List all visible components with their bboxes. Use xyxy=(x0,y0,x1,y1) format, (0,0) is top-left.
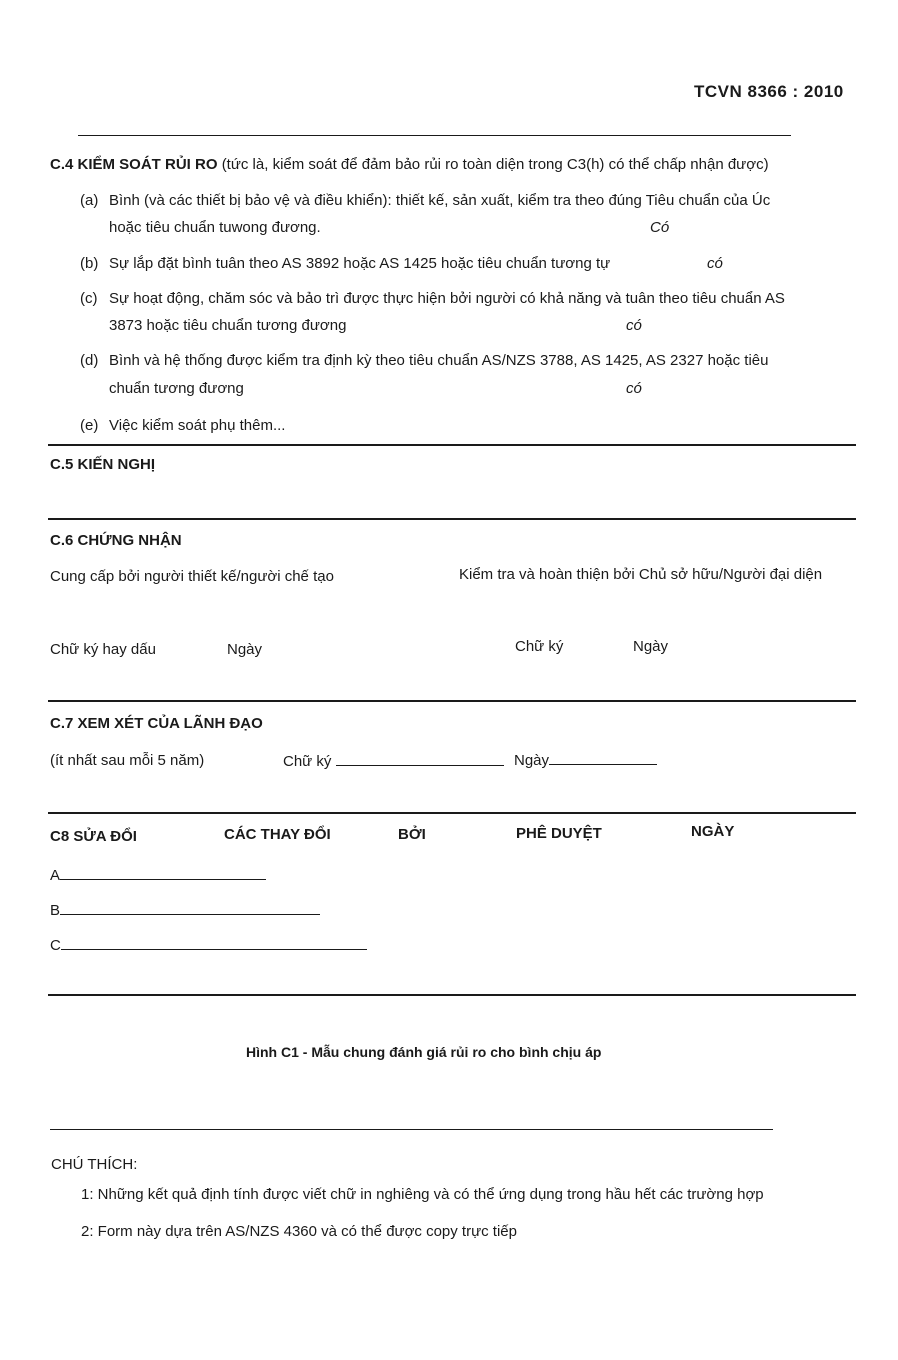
c7-date-blank[interactable] xyxy=(549,750,657,765)
c8-row-b-blank[interactable] xyxy=(60,900,320,915)
c8-row-a xyxy=(50,865,266,884)
c4-item-e-text: Việc kiểm soát phụ thêm... xyxy=(109,417,286,434)
c4-item-d-label: (d) xyxy=(80,352,99,369)
c8-row-a-label: A xyxy=(50,867,61,884)
c7-date-label: Ngày xyxy=(514,752,550,769)
c8-row-c xyxy=(50,935,367,954)
c7-heading: C.7 XEM XÉT CỦA LÃNH ĐẠO xyxy=(50,715,263,732)
c7-signature-field xyxy=(283,751,504,770)
c4-heading-line xyxy=(50,156,769,173)
c8-col-approved: PHÊ DUYỆT xyxy=(516,825,602,842)
c6-left-caption: Cung cấp bởi người thiết kế/người chế tạo xyxy=(50,568,334,585)
c4-item-d-text: Bình và hệ thống được kiểm tra định kỳ theo tiêu chuẩn AS/NZS 3788, AS 1425, AS 2327 hoặc tiêu xyxy=(109,352,769,369)
section-rule-c8 xyxy=(48,812,856,814)
c4-item-c-label: (c) xyxy=(80,290,98,307)
c4-item-a-label: (a) xyxy=(80,192,99,209)
c4-item-b-label: (b) xyxy=(80,255,99,272)
top-rule xyxy=(78,135,791,136)
c8-col-changes: CÁC THAY ĐỔI xyxy=(224,826,331,843)
c4-item-a-text-cont: hoặc tiêu chuẩn tuwong đương. xyxy=(109,219,321,236)
c8-row-b-label: B xyxy=(50,902,61,919)
c6-left-date-label: Ngày xyxy=(227,641,263,658)
c7-note: (ít nhất sau mỗi 5 năm) xyxy=(50,752,205,769)
c8-col-amendment: C8 SỬA ĐỔI xyxy=(50,828,137,845)
c4-item-d-answer: có xyxy=(626,380,642,397)
section-rule-c5 xyxy=(48,444,856,446)
c8-col-date: NGÀY xyxy=(691,823,735,840)
notes-rule xyxy=(50,1129,773,1130)
c5-heading: C.5 KIẾN NGHỊ xyxy=(50,456,156,473)
c8-row-a-blank[interactable] xyxy=(60,865,266,880)
c6-right-caption: Kiểm tra và hoàn thiện bởi Chủ sở hữu/Người đại diện xyxy=(459,566,823,583)
section-rule-c7 xyxy=(48,700,856,702)
c4-item-b-answer: có xyxy=(707,255,723,272)
c4-item-d-text-cont: chuẩn tương đương xyxy=(109,380,244,397)
figure-caption: Hình C1 - Mẫu chung đánh giá rủi ro cho bình chịu áp xyxy=(246,1044,602,1060)
section-rule-end xyxy=(48,994,856,996)
c7-date-field xyxy=(514,750,657,769)
c6-heading: C.6 CHỨNG NHẬN xyxy=(50,532,182,549)
c4-item-b-text: Sự lắp đặt bình tuân theo AS 3892 hoặc AS 1425 hoặc tiêu chuẩn tương tự xyxy=(109,255,611,272)
c4-item-a-answer: Có xyxy=(650,219,670,236)
c4-item-c-text-cont: 3873 hoặc tiêu chuẩn tương đương xyxy=(109,317,347,334)
notes-heading: CHÚ THÍCH: xyxy=(51,1156,138,1173)
c6-right-date-label: Ngày xyxy=(633,638,669,655)
section-rule-c6 xyxy=(48,518,856,520)
note-item-1: 1: Những kết quả định tính được viết chữ in nghiêng và có thể ứng dụng trong hầu hết các trường hợp xyxy=(81,1186,764,1203)
c8-row-c-label: C xyxy=(50,937,61,954)
c4-heading-note: (tức là, kiểm soát để đảm bảo rủi ro toàn diện trong C3(h) có thể chấp nhận được) xyxy=(221,156,769,173)
c8-row-b xyxy=(50,900,320,919)
c8-row-c-blank[interactable] xyxy=(61,935,367,950)
c4-item-e-label: (e) xyxy=(80,417,99,434)
c6-right-signature-label: Chữ ký xyxy=(515,638,564,655)
c4-item-c-answer: có xyxy=(626,317,642,334)
standard-code: TCVN 8366 : 2010 xyxy=(694,82,844,101)
c4-item-a-text: Bình (và các thiết bị bảo vệ và điều khiển): thiết kế, sản xuất, kiểm tra theo đúng Tiêu chuẩn của Úc xyxy=(109,192,771,209)
c8-col-by: BỞI xyxy=(398,826,426,843)
c7-signature-label: Chữ ký xyxy=(283,753,332,770)
c4-item-c-text: Sự hoạt động, chăm sóc và bảo trì được thực hiện bởi người có khả năng và tuân theo tiêu chuẩn AS xyxy=(109,290,785,307)
c4-heading: C.4 KIỂM SOÁT RỦI RO xyxy=(50,156,218,173)
c7-signature-blank[interactable] xyxy=(336,751,504,766)
c6-left-signature-label: Chữ ký hay dấu xyxy=(50,641,156,658)
note-item-2: 2: Form này dựa trên AS/NZS 4360 và có thể được copy trực tiếp xyxy=(81,1223,517,1240)
